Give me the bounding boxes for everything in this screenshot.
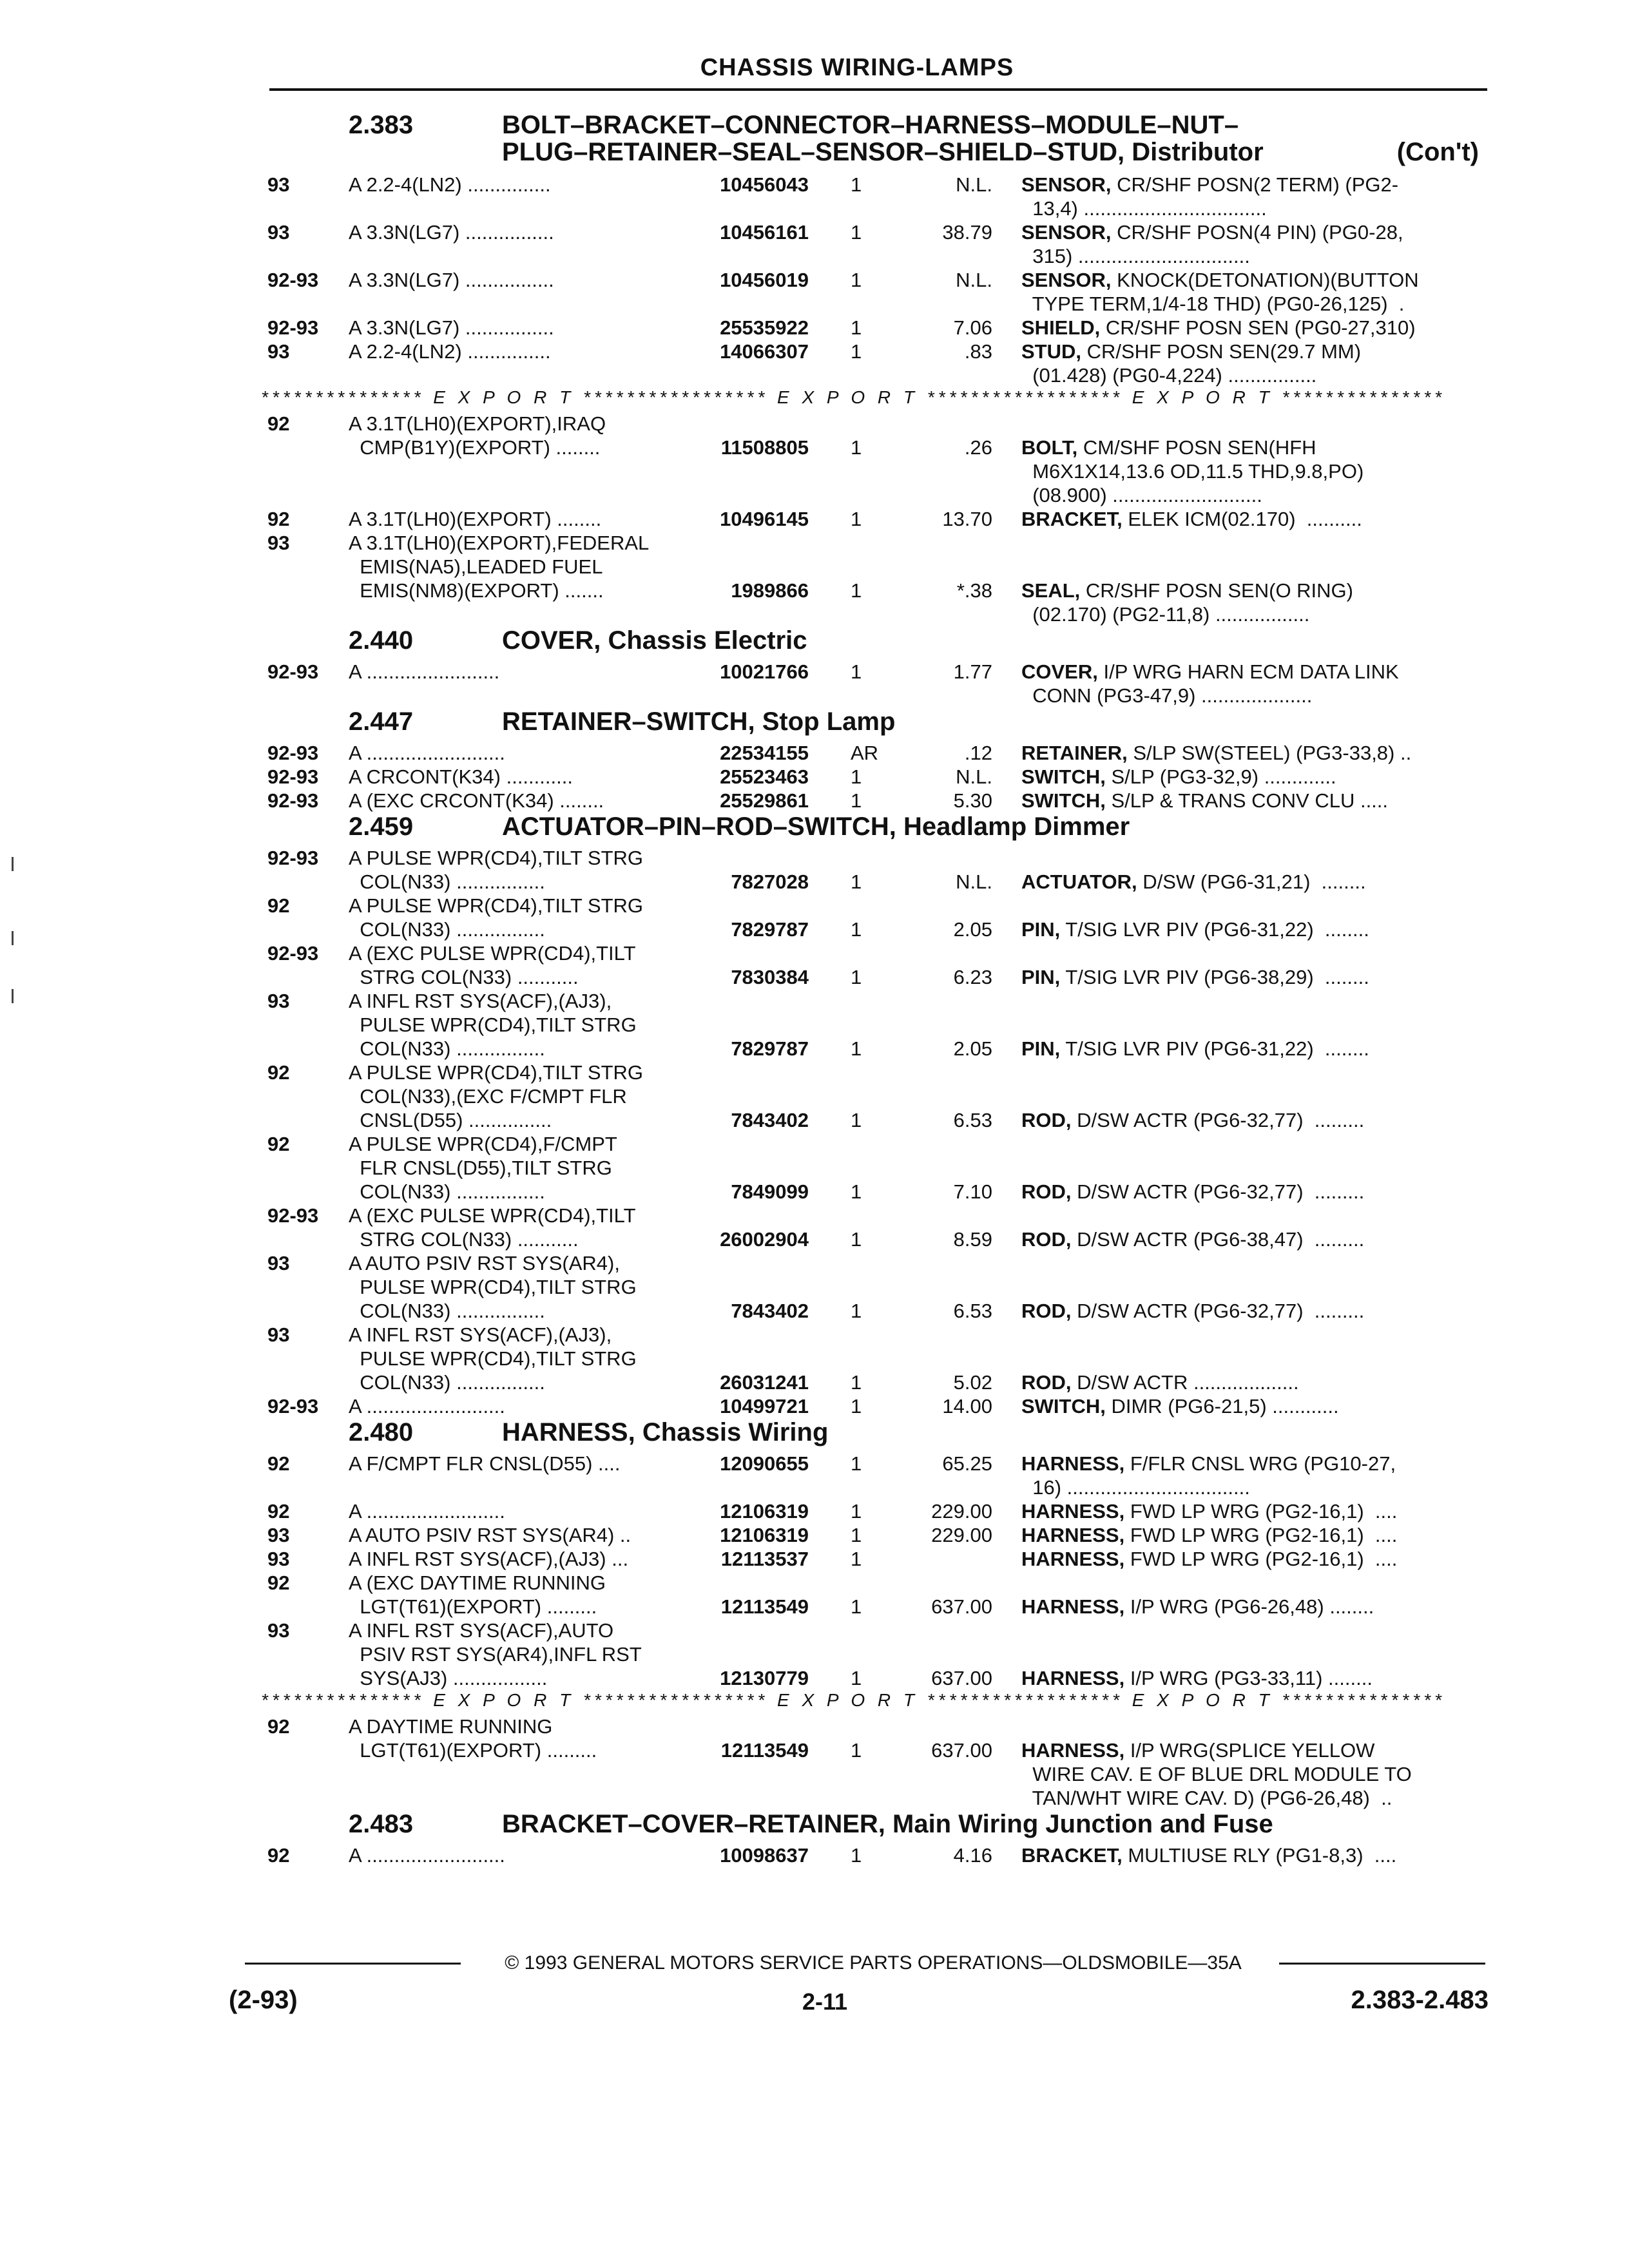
- part-name: HARNESS,: [1021, 1524, 1125, 1546]
- part-description: BOLT, CM/SHF POSN SEN(HFH M6X1X14,13.6 OD,11.5 THD,9.8,PO) (08.900) ...........................: [1021, 436, 1364, 506]
- application: A INFL RST SYS(ACF),(AJ3) ...: [349, 1548, 629, 1570]
- part-name: STUD,: [1021, 340, 1081, 363]
- quantity: 1: [851, 1180, 862, 1203]
- part-name: HARNESS,: [1021, 1595, 1125, 1618]
- part-name: ROD,: [1021, 1300, 1072, 1322]
- model-year: 92: [267, 1133, 290, 1155]
- model-year: 93: [267, 532, 290, 554]
- part-number: 12113549: [720, 1595, 809, 1618]
- part-description: ROD, D/SW ACTR (PG6-32,77) .........: [1021, 1300, 1365, 1322]
- part-name: SHIELD,: [1021, 316, 1101, 339]
- part-number: 1989866: [731, 579, 809, 602]
- part-description: SENSOR, CR/SHF POSN(4 PIN) (PG0-28, 315) ...............................: [1021, 221, 1403, 267]
- part-entry: [261, 531, 1485, 626]
- part-number: 7843402: [731, 1300, 809, 1322]
- section-header: [261, 111, 1485, 173]
- price: 7.06: [953, 316, 992, 339]
- part-entry: [261, 507, 1485, 531]
- application: A .........................: [349, 1500, 505, 1523]
- model-year: 92: [267, 1061, 290, 1084]
- quantity: 1: [851, 1452, 862, 1475]
- part-name: ROD,: [1021, 1180, 1072, 1203]
- price: 8.59: [953, 1228, 992, 1251]
- quantity: 1: [851, 173, 862, 196]
- part-number: 7849099: [731, 1180, 809, 1203]
- part-number: 12090655: [720, 1452, 809, 1475]
- part-description: HARNESS, FWD LP WRG (PG2-16,1) ....: [1021, 1524, 1398, 1546]
- section-number: 2.383: [349, 111, 414, 139]
- part-description: SWITCH, S/LP (PG3-32,9) .............: [1021, 765, 1336, 788]
- revision-date: (2-93): [229, 1986, 298, 2014]
- application: A INFL RST SYS(ACF),(AJ3), PULSE WPR(CD4),TILT STRG COL(N33) ................: [349, 1323, 637, 1394]
- price: 4.16: [953, 1844, 992, 1867]
- price: 13.70: [942, 508, 992, 530]
- part-name: PIN,: [1021, 1037, 1061, 1060]
- model-year: 93: [267, 221, 290, 244]
- part-number: 12130779: [720, 1667, 809, 1689]
- part-number: 14066307: [720, 340, 809, 363]
- part-entry: [261, 1619, 1485, 1690]
- application: A PULSE WPR(CD4),TILT STRG COL(N33) ................: [349, 894, 644, 941]
- model-year: 92-93: [267, 660, 319, 683]
- model-year: 92: [267, 894, 290, 917]
- model-year: 92-93: [267, 269, 319, 291]
- quantity: 1: [851, 1548, 862, 1570]
- part-description: SWITCH, S/LP & TRANS CONV CLU .....: [1021, 789, 1389, 812]
- section-title: ACTUATOR–PIN–ROD–SWITCH, Headlamp Dimmer: [502, 812, 1130, 841]
- part-entry: [261, 340, 1485, 387]
- section-number: 2.447: [349, 707, 414, 736]
- application: A ........................: [349, 660, 500, 683]
- part-entry: [261, 1547, 1485, 1571]
- footer-rule-right: [1279, 1963, 1485, 1965]
- part-description: HARNESS, I/P WRG(SPLICE YELLOW WIRE CAV. E OF BLUE DRL MODULE TO TAN/WHT WIRE CAV. D) (PG6-26,48) ..: [1021, 1739, 1412, 1809]
- parts-catalog: [261, 111, 1485, 1867]
- part-entry: [261, 1132, 1485, 1204]
- application: A 2.2-4(LN2) ...............: [349, 340, 551, 363]
- application: A 3.3N(LG7) ................: [349, 269, 554, 291]
- application: A 3.3N(LG7) ................: [349, 221, 554, 244]
- export-divider: *************** E X P O R T ***************** E X P O R T ****************** E X P O R T ***************: [261, 387, 1445, 407]
- part-name: BRACKET,: [1021, 508, 1123, 530]
- part-description: HARNESS, FWD LP WRG (PG2-16,1) ....: [1021, 1548, 1398, 1570]
- part-number: 7829787: [731, 918, 809, 941]
- part-description: SENSOR, KNOCK(DETONATION)(BUTTON TYPE TERM,1/4-18 THD) (PG0-26,125) .: [1021, 269, 1419, 315]
- copyright-line: © 1993 GENERAL MOTORS SERVICE PARTS OPERATIONS—OLDSMOBILE—35A: [505, 1952, 1242, 1974]
- model-year: 93: [267, 990, 290, 1012]
- part-number: 12113549: [720, 1739, 809, 1762]
- application: A PULSE WPR(CD4),TILT STRG COL(N33),(EXC F/CMPT FLR CNSL(D55) ...............: [349, 1061, 644, 1131]
- application: A PULSE WPR(CD4),TILT STRG COL(N33) ................: [349, 847, 644, 893]
- price: *.38: [956, 579, 992, 602]
- application: A .........................: [349, 1395, 505, 1418]
- model-year: 92: [267, 1715, 290, 1738]
- part-entry: [261, 1843, 1485, 1867]
- quantity: 1: [851, 1524, 862, 1546]
- part-entry: [261, 220, 1485, 268]
- part-name: RETAINER,: [1021, 742, 1128, 764]
- quantity: 1: [851, 340, 862, 363]
- part-description: PIN, T/SIG LVR PIV (PG6-38,29) ........: [1021, 966, 1369, 988]
- quantity: 1: [851, 870, 862, 893]
- price: 6.53: [953, 1300, 992, 1322]
- part-description: RETAINER, S/LP SW(STEEL) (PG3-33,8) ..: [1021, 742, 1412, 764]
- model-year: 92-93: [267, 942, 319, 965]
- part-entry: [261, 1452, 1485, 1499]
- part-entry: [261, 1204, 1485, 1251]
- quantity: 1: [851, 1371, 862, 1394]
- price: N.L.: [956, 269, 992, 291]
- page-number: 2-11: [802, 1988, 848, 2015]
- quantity: 1: [851, 579, 862, 602]
- part-number: 12113537: [720, 1548, 809, 1570]
- price: 5.30: [953, 789, 992, 812]
- price: 1.77: [953, 660, 992, 683]
- quantity: 1: [851, 316, 862, 339]
- quantity: 1: [851, 221, 862, 244]
- model-year: 92-93: [267, 1395, 319, 1418]
- part-name: BRACKET,: [1021, 1844, 1123, 1867]
- part-name: HARNESS,: [1021, 1548, 1125, 1570]
- section-title: HARNESS, Chassis Wiring: [502, 1418, 829, 1446]
- price: 7.10: [953, 1180, 992, 1203]
- model-year: 92-93: [267, 847, 319, 869]
- price: 2.05: [953, 1037, 992, 1060]
- application: A (EXC DAYTIME RUNNING LGT(T61)(EXPORT) .........: [349, 1571, 606, 1618]
- price: 65.25: [942, 1452, 992, 1475]
- section-title-continued: PLUG–RETAINER–SEAL–SENSOR–SHIELD–STUD, Distributor: [502, 138, 1264, 166]
- section-title: COVER, Chassis Electric: [502, 626, 807, 655]
- part-name: SENSOR,: [1021, 173, 1112, 196]
- part-description: STUD, CR/SHF POSN SEN(29.7 MM) (01.428) (PG0-4,224) ................: [1021, 340, 1362, 387]
- section-header: [261, 812, 1485, 846]
- section-range: 2.383-2.483: [1351, 1986, 1489, 2014]
- part-name: ROD,: [1021, 1109, 1072, 1131]
- part-description: ROD, D/SW ACTR (PG6-32,77) .........: [1021, 1109, 1365, 1131]
- part-number: 10499721: [720, 1395, 809, 1418]
- part-entry: [261, 989, 1485, 1061]
- model-year: 92: [267, 412, 290, 435]
- part-name: BOLT,: [1021, 436, 1078, 459]
- part-entry: [261, 741, 1485, 765]
- export-divider: *************** E X P O R T ***************** E X P O R T ****************** E X P O R T ***************: [261, 1690, 1445, 1710]
- part-entry: [261, 412, 1485, 507]
- application: A (EXC PULSE WPR(CD4),TILT STRG COL(N33) ...........: [349, 942, 636, 988]
- part-name: HARNESS,: [1021, 1667, 1125, 1689]
- part-name: COVER,: [1021, 660, 1098, 683]
- part-name: HARNESS,: [1021, 1739, 1125, 1762]
- part-name: ROD,: [1021, 1371, 1072, 1394]
- part-entry: [261, 268, 1485, 316]
- model-year: 92: [267, 1500, 290, 1523]
- part-description: PIN, T/SIG LVR PIV (PG6-31,22) ........: [1021, 918, 1369, 941]
- quantity: 1: [851, 1228, 862, 1251]
- part-number: 10098637: [720, 1844, 809, 1867]
- margin-mark: [12, 989, 14, 1003]
- quantity: 1: [851, 765, 862, 788]
- application: A INFL RST SYS(ACF),(AJ3), PULSE WPR(CD4),TILT STRG COL(N33) ................: [349, 990, 637, 1060]
- part-number: 11508805: [720, 436, 809, 459]
- price: .12: [964, 742, 992, 764]
- model-year: 92-93: [267, 742, 319, 764]
- model-year: 92: [267, 508, 290, 530]
- application: A 3.1T(LH0)(EXPORT) ........: [349, 508, 602, 530]
- part-number: 25523463: [720, 765, 809, 788]
- part-number: 22534155: [720, 742, 809, 764]
- margin-mark: [12, 857, 14, 871]
- price: .26: [964, 436, 992, 459]
- part-description: HARNESS, I/P WRG (PG3-33,11) ........: [1021, 1667, 1373, 1689]
- quantity: 1: [851, 966, 862, 988]
- part-name: SEAL,: [1021, 579, 1081, 602]
- part-name: HARNESS,: [1021, 1452, 1125, 1475]
- application: A 3.1T(LH0)(EXPORT),FEDERAL EMIS(NA5),LEADED FUEL EMIS(NM8)(EXPORT) .......: [349, 532, 650, 602]
- quantity: 1: [851, 1037, 862, 1060]
- part-entry: [261, 846, 1485, 894]
- part-name: ROD,: [1021, 1228, 1072, 1251]
- price: 6.53: [953, 1109, 992, 1131]
- part-number: 10456161: [720, 221, 809, 244]
- application: A .........................: [349, 1844, 505, 1867]
- application: A INFL RST SYS(ACF),AUTO PSIV RST SYS(AR4),INFL RST SYS(AJ3) .................: [349, 1619, 642, 1689]
- section-title: BRACKET–COVER–RETAINER, Main Wiring Junction and Fuse: [502, 1810, 1273, 1838]
- model-year: 92: [267, 1844, 290, 1867]
- application: A F/CMPT FLR CNSL(D55) ....: [349, 1452, 621, 1475]
- part-description: ROD, D/SW ACTR ...................: [1021, 1371, 1299, 1394]
- model-year: 93: [267, 173, 290, 196]
- price: 5.02: [953, 1371, 992, 1394]
- part-entry: [261, 1394, 1485, 1418]
- part-name: SENSOR,: [1021, 269, 1112, 291]
- part-name: HARNESS,: [1021, 1500, 1125, 1523]
- quantity: 1: [851, 508, 862, 530]
- quantity: 1: [851, 1739, 862, 1762]
- part-number: 25529861: [720, 789, 809, 812]
- price: 637.00: [931, 1667, 992, 1689]
- section-number: 2.480: [349, 1418, 414, 1446]
- part-name: PIN,: [1021, 966, 1061, 988]
- quantity: 1: [851, 1300, 862, 1322]
- part-number: 10456043: [720, 173, 809, 196]
- price: N.L.: [956, 870, 992, 893]
- part-number: 26002904: [720, 1228, 809, 1251]
- application: A .........................: [349, 742, 505, 764]
- part-name: SWITCH,: [1021, 765, 1106, 788]
- section-header: [261, 707, 1485, 741]
- part-number: 12106319: [720, 1524, 809, 1546]
- application: A AUTO PSIV RST SYS(AR4), PULSE WPR(CD4),TILT STRG COL(N33) ................: [349, 1252, 637, 1322]
- part-entry: [261, 1499, 1485, 1523]
- part-description: ROD, D/SW ACTR (PG6-38,47) .........: [1021, 1228, 1365, 1251]
- model-year: 92: [267, 1452, 290, 1475]
- quantity: 1: [851, 1844, 862, 1867]
- price: N.L.: [956, 765, 992, 788]
- page-title: CHASSIS WIRING-LAMPS: [700, 54, 1014, 81]
- price: 637.00: [931, 1739, 992, 1762]
- margin-mark: [12, 931, 14, 945]
- part-number: 25535922: [720, 316, 809, 339]
- part-description: ROD, D/SW ACTR (PG6-32,77) .........: [1021, 1180, 1365, 1203]
- quantity: 1: [851, 660, 862, 683]
- part-entry: [261, 941, 1485, 989]
- application: A (EXC PULSE WPR(CD4),TILT STRG COL(N33) ...........: [349, 1204, 636, 1251]
- part-entry: [261, 765, 1485, 789]
- part-number: 7827028: [731, 870, 809, 893]
- section-title: BOLT–BRACKET–CONNECTOR–HARNESS–MODULE–NUT–: [502, 111, 1239, 139]
- part-number: 12106319: [720, 1500, 809, 1523]
- section-number: 2.459: [349, 812, 414, 841]
- model-year: 92-93: [267, 789, 319, 812]
- model-year: 92-93: [267, 765, 319, 788]
- model-year: 93: [267, 1619, 290, 1642]
- part-description: PIN, T/SIG LVR PIV (PG6-31,22) ........: [1021, 1037, 1369, 1060]
- application: A 2.2-4(LN2) ...............: [349, 173, 551, 196]
- application: A CRCONT(K34) ............: [349, 765, 573, 788]
- application: A 3.1T(LH0)(EXPORT),IRAQ CMP(B1Y)(EXPORT) ........: [349, 412, 606, 459]
- model-year: 93: [267, 1252, 290, 1274]
- price: .83: [964, 340, 992, 363]
- part-entry: [261, 1061, 1485, 1132]
- model-year: 93: [267, 340, 290, 363]
- part-entry: [261, 1251, 1485, 1323]
- part-entry: [261, 1523, 1485, 1547]
- part-number: 7843402: [731, 1109, 809, 1131]
- price: 38.79: [942, 221, 992, 244]
- part-description: SENSOR, CR/SHF POSN(2 TERM) (PG2- 13,4) .................................: [1021, 173, 1399, 220]
- part-number: 10021766: [720, 660, 809, 683]
- quantity: 1: [851, 1395, 862, 1418]
- model-year: 93: [267, 1548, 290, 1570]
- part-entry: [261, 173, 1485, 220]
- model-year: 93: [267, 1524, 290, 1546]
- quantity: AR: [851, 742, 879, 764]
- part-description: BRACKET, MULTIUSE RLY (PG1-8,3) ....: [1021, 1844, 1397, 1867]
- part-number: 7829787: [731, 1037, 809, 1060]
- part-number: 26031241: [720, 1371, 809, 1394]
- section-number: 2.483: [349, 1810, 414, 1838]
- part-description: COVER, I/P WRG HARN ECM DATA LINK CONN (PG3-47,9) ....................: [1021, 660, 1399, 707]
- model-year: 92-93: [267, 1204, 319, 1227]
- section-number: 2.440: [349, 626, 414, 655]
- part-entry: [261, 1715, 1485, 1810]
- quantity: 1: [851, 1595, 862, 1618]
- part-entry: [261, 1571, 1485, 1619]
- part-number: 7830384: [731, 966, 809, 988]
- quantity: 1: [851, 1500, 862, 1523]
- part-description: HARNESS, F/FLR CNSL WRG (PG10-27, 16) .................................: [1021, 1452, 1396, 1499]
- price: N.L.: [956, 173, 992, 196]
- part-description: SHIELD, CR/SHF POSN SEN (PG0-27,310): [1021, 316, 1416, 339]
- section-header: [261, 1418, 1485, 1452]
- application: A (EXC CRCONT(K34) ........: [349, 789, 604, 812]
- part-entry: [261, 316, 1485, 340]
- section-header: [261, 626, 1485, 660]
- quantity: 1: [851, 1109, 862, 1131]
- section-title: RETAINER–SWITCH, Stop Lamp: [502, 707, 896, 736]
- part-name: PIN,: [1021, 918, 1061, 941]
- part-number: 10456019: [720, 269, 809, 291]
- model-year: 92: [267, 1571, 290, 1594]
- application: A 3.3N(LG7) ................: [349, 316, 554, 339]
- quantity: 1: [851, 269, 862, 291]
- part-entry: [261, 1323, 1485, 1394]
- quantity: 1: [851, 789, 862, 812]
- model-year: 92-93: [267, 316, 319, 339]
- quantity: 1: [851, 436, 862, 459]
- part-description: SWITCH, DIMR (PG6-21,5) ............: [1021, 1395, 1339, 1418]
- application: A PULSE WPR(CD4),F/CMPT FLR CNSL(D55),TILT STRG COL(N33) ................: [349, 1133, 617, 1203]
- part-name: SWITCH,: [1021, 789, 1106, 812]
- part-description: SEAL, CR/SHF POSN SEN(O RING) (02.170) (PG2-11,8) .................: [1021, 579, 1353, 626]
- price: 637.00: [931, 1595, 992, 1618]
- part-description: HARNESS, I/P WRG (PG6-26,48) ........: [1021, 1595, 1374, 1618]
- model-year: 93: [267, 1323, 290, 1346]
- quantity: 1: [851, 918, 862, 941]
- part-entry: [261, 660, 1485, 707]
- part-description: ACTUATOR, D/SW (PG6-31,21) ........: [1021, 870, 1366, 893]
- application: A AUTO PSIV RST SYS(AR4) ..: [349, 1524, 631, 1546]
- continued-label: (Con't): [1396, 138, 1479, 166]
- price: 229.00: [931, 1500, 992, 1523]
- quantity: 1: [851, 1667, 862, 1689]
- part-entry: [261, 894, 1485, 941]
- price: 6.23: [953, 966, 992, 988]
- part-name: ACTUATOR,: [1021, 870, 1137, 893]
- part-number: 10496145: [720, 508, 809, 530]
- price: 229.00: [931, 1524, 992, 1546]
- part-description: BRACKET, ELEK ICM(02.170) ..........: [1021, 508, 1362, 530]
- price: 14.00: [942, 1395, 992, 1418]
- part-description: HARNESS, FWD LP WRG (PG2-16,1) ....: [1021, 1500, 1398, 1523]
- header-rule: [269, 88, 1487, 91]
- application: A DAYTIME RUNNING LGT(T61)(EXPORT) .........: [349, 1715, 597, 1762]
- section-header: [261, 1810, 1485, 1843]
- part-name: SENSOR,: [1021, 221, 1112, 244]
- price: 2.05: [953, 918, 992, 941]
- footer-rule-left: [245, 1963, 461, 1965]
- part-name: SWITCH,: [1021, 1395, 1106, 1418]
- part-entry: [261, 789, 1485, 812]
